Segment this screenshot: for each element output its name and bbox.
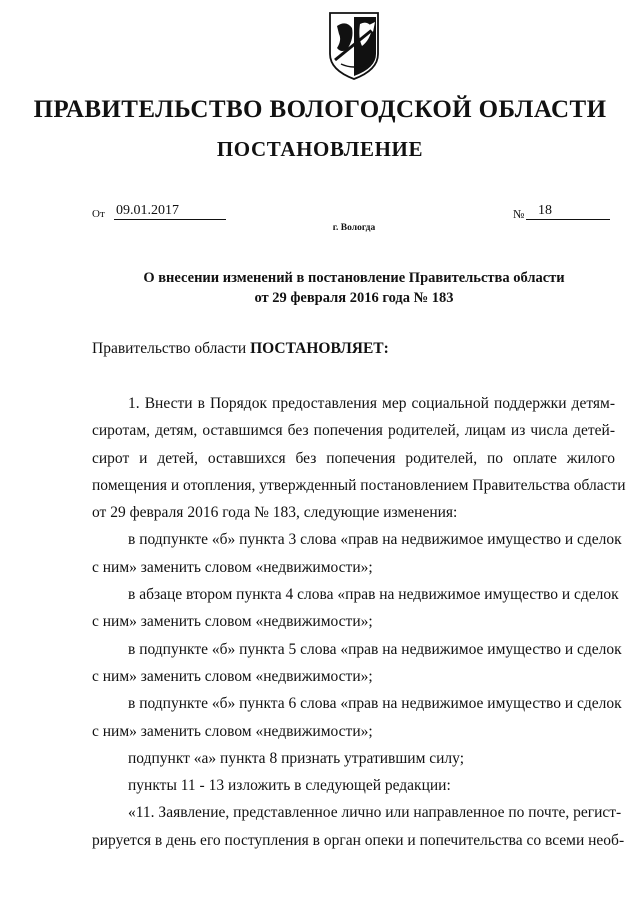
body-line: «11. Заявление, представленное лично или направленное по почте, регист- <box>128 804 622 822</box>
body-line: помещения и отопления, утвержденный постановлением Правительства области <box>92 476 626 494</box>
number-label: № <box>513 207 525 221</box>
body-line: в подпункте «б» пункта 5 слова «прав на недвижимое имущество и сделок <box>128 640 622 658</box>
subject-line-1: О внесении изменений в постановление Правительства области <box>143 270 565 286</box>
body-line: в абзаце втором пункта 4 слова «прав на недвижимое имущество и сделок <box>128 586 619 604</box>
body-line: сирот и детей, оставшихся без попечения родителей, по оплате жилого <box>92 449 615 467</box>
preamble-text: Правительство области <box>92 340 251 357</box>
document-body <box>92 390 626 854</box>
date-value: 09.01.2017 <box>116 203 179 218</box>
subject-line-2: от 29 февраля 2016 года № 183 <box>254 290 454 306</box>
body-line: сиротам, детям, оставшимся без попечения родителей, лицам из числа детей- <box>92 422 615 440</box>
preamble <box>92 340 389 358</box>
coat-of-arms-icon <box>327 10 381 82</box>
document-subject <box>0 268 640 308</box>
government-title: ПРАВИТЕЛЬСТВО ВОЛОГОДСКОЙ ОБЛАСТИ <box>33 96 607 123</box>
preamble-emphasis: ПОСТАНОВЛЯЕТ: <box>250 340 389 357</box>
body-line: в подпункте «б» пункта 3 слова «прав на недвижимое имущество и сделок <box>128 531 622 549</box>
body-line: в подпункте «б» пункта 6 слова «прав на недвижимое имущество и сделок <box>128 695 622 713</box>
body-line: рируется в день его поступления в орган опеки и попечительства со всеми необ- <box>92 831 625 849</box>
city-label: г. Вологда <box>332 223 376 233</box>
body-line: пункты 11 - 13 изложить в следующей редакции: <box>128 777 451 795</box>
document-type-title: ПОСТАНОВЛЕНИЕ <box>216 137 424 161</box>
body-line: подпункт «а» пункта 8 признать утратившим силу; <box>128 749 465 767</box>
number-field <box>526 202 610 220</box>
date-label: От <box>92 208 105 220</box>
body-line: с ним» заменить словом «недвижимости»; <box>92 558 373 576</box>
body-line: 1. Внести в Порядок предоставления мер социальной поддержки детям- <box>128 395 615 412</box>
number-value: 18 <box>538 203 552 218</box>
body-line: с ним» заменить словом «недвижимости»; <box>92 667 373 685</box>
date-field <box>114 202 226 220</box>
body-line: с ним» заменить словом «недвижимости»; <box>92 613 373 631</box>
body-line: от 29 февраля 2016 года № 183, следующие изменения: <box>92 504 458 522</box>
body-line: с ним» заменить словом «недвижимости»; <box>92 722 373 740</box>
